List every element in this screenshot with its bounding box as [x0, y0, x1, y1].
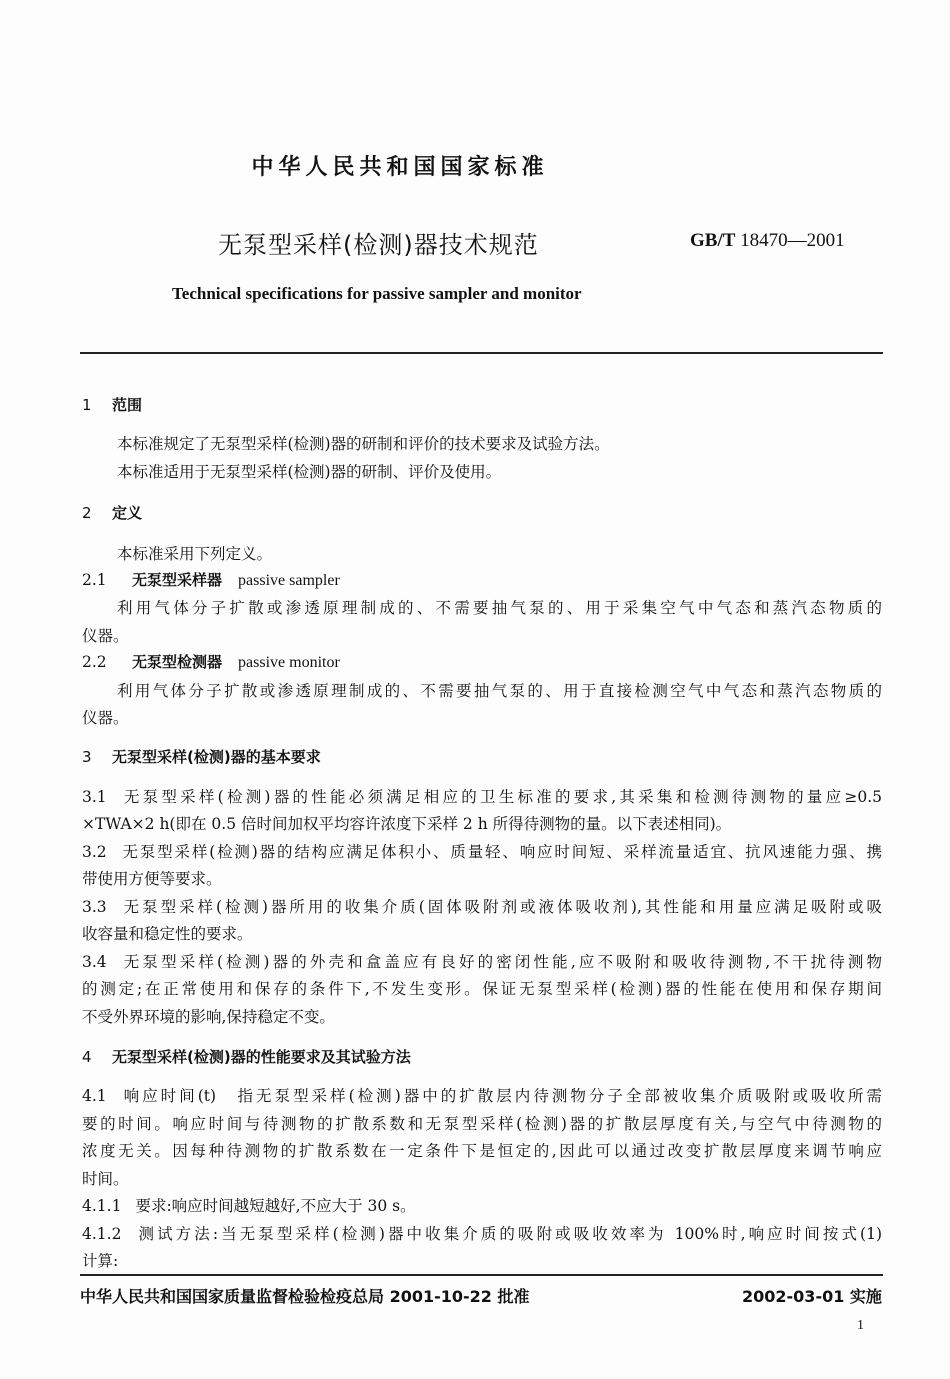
clause-number: 2.1: [82, 571, 107, 589]
paragraph: 本标准采用下列定义。: [117, 545, 273, 563]
clause-line: 浓度无关。因每种待测物的扩散系数在一定条件下是恒定的,因此可以通过改变扩散层厚度来调节响应: [82, 1142, 882, 1160]
clause-text: 无泵型采样(检测)器的结构应满足体积小、质量轻、响应时间短、采样流量适宜、抗风速能力强、携: [120, 843, 882, 861]
clause-line: 的测定;在正常使用和保存的条件下,不发生变形。保证无泵型采样(检测)器的性能在使用和保存期间: [82, 980, 882, 998]
section-number: 2: [82, 504, 92, 522]
clause-number: 4.1.1: [82, 1197, 122, 1215]
section-title: 无泵型采样(检测)器的基本要求: [112, 748, 321, 766]
clause-4-1-2: [82, 1222, 882, 1244]
clause-number: 3.2: [82, 843, 107, 861]
clause-text: 要求:响应时间越短越好,不应大于 30 s。: [135, 1197, 416, 1215]
clause-text: 响应时间(t) 指无泵型采样(检测)器中的扩散层内待测物分子全部被收集介质吸附或吸收所需: [120, 1087, 882, 1105]
clause-4-1: [82, 1084, 882, 1106]
clause-line: 时间。: [82, 1170, 129, 1188]
clause-text: 无泵型采样(检测)器的性能必须满足相应的卫生标准的要求,其采集和检测待测物的量应≥0.5: [120, 788, 882, 806]
term-name: 无泵型检测器: [132, 653, 223, 671]
clause-3-4: [82, 950, 882, 972]
standard-code: [690, 230, 845, 252]
clause-line: 计算:: [82, 1252, 119, 1270]
term-2-2: [82, 651, 882, 672]
clause-number: 4.1.2: [82, 1225, 122, 1243]
clause-3-3: [82, 895, 882, 917]
clause-4-1-1: [82, 1194, 882, 1216]
clause-number: 3.1: [82, 788, 107, 806]
clause-line: 带使用方便等要求。: [82, 870, 222, 888]
clause-number: 3.4: [82, 953, 107, 971]
clause-line: 要的时间。响应时间与待测物的扩散系数和无泵型采样(检测)器的扩散层厚度有关,与空气中待测物的: [82, 1115, 882, 1133]
section-number: 3: [82, 748, 92, 766]
top-divider: [80, 352, 883, 354]
section-number: 4: [82, 1048, 92, 1066]
clause-line: 收容量和稳定性的要求。: [82, 925, 253, 943]
standard-code-number: 18470—2001: [740, 230, 845, 251]
paragraph: 本标准规定了无泵型采样(检测)器的研制和评价的技术要求及试验方法。: [117, 435, 610, 453]
definition-line: 利用气体分子扩散或渗透原理制成的、不需要抽气泵的、用于直接检测空气中气态和蒸汽态物质的: [117, 682, 882, 700]
clause-number: 2.2: [82, 653, 107, 671]
page-number: 1: [857, 1318, 864, 1333]
definition-line: 利用气体分子扩散或渗透原理制成的、不需要抽气泵的、用于采集空气中气态和蒸汽态物质的: [117, 599, 882, 617]
english-title: Technical specifications for passive sampler and monitor: [172, 284, 582, 303]
section-2-heading: [82, 502, 142, 523]
term-english: passive monitor: [238, 654, 340, 671]
term-name: 无泵型采样器: [132, 571, 223, 589]
section-3-heading: [82, 746, 321, 767]
clause-line: ×TWA×2 h(即在 0.5 倍时间加权平均容许浓度下采样 2 h 所得待测物的量。以下表述相同)。: [82, 815, 732, 833]
section-1-heading: [82, 394, 142, 415]
clause-text: 测试方法:当无泵型采样(检测)器中收集介质的吸附或吸收效率为 100%时,响应时间按式(1): [135, 1225, 882, 1243]
section-title: 定义: [112, 504, 143, 522]
effective-date: 2002-03-01 实施: [742, 1287, 882, 1306]
paragraph: 本标准适用于无泵型采样(检测)器的研制、评价及使用。: [117, 463, 502, 481]
standard-header: 中华人民共和国国家标准: [251, 155, 549, 180]
term-2-1: [82, 569, 882, 590]
clause-3-2: [82, 840, 882, 862]
clause-text: 无泵型采样(检测)器的外壳和盒盖应有良好的密闭性能,应不吸附和吸收待测物,不干扰待测物: [120, 953, 882, 971]
bottom-divider: [80, 1274, 883, 1276]
clause-text: 无泵型采样(检测)器所用的收集介质(固体吸附剂或液体吸收剂),其性能和用量应满足吸附或吸: [120, 898, 882, 916]
clause-number: 4.1: [82, 1087, 107, 1105]
document-title: 无泵型采样(检测)器技术规范: [218, 231, 539, 259]
term-english: passive sampler: [238, 572, 340, 589]
clause-3-1: [82, 785, 882, 807]
definition-line: 仪器。: [82, 709, 129, 727]
section-number: 1: [82, 396, 92, 414]
section-title: 范围: [112, 396, 143, 414]
clause-number: 3.3: [82, 898, 107, 916]
section-4-heading: [82, 1046, 411, 1067]
standard-code-prefix: GB/T: [690, 230, 736, 251]
clause-line: 不受外界环境的影响,保持稳定不变。: [82, 1008, 335, 1026]
issuer-approval: 中华人民共和国国家质量监督检验检疫总局 2001-10-22 批准: [80, 1287, 530, 1306]
section-title: 无泵型采样(检测)器的性能要求及其试验方法: [112, 1048, 411, 1066]
definition-line: 仪器。: [82, 627, 129, 645]
